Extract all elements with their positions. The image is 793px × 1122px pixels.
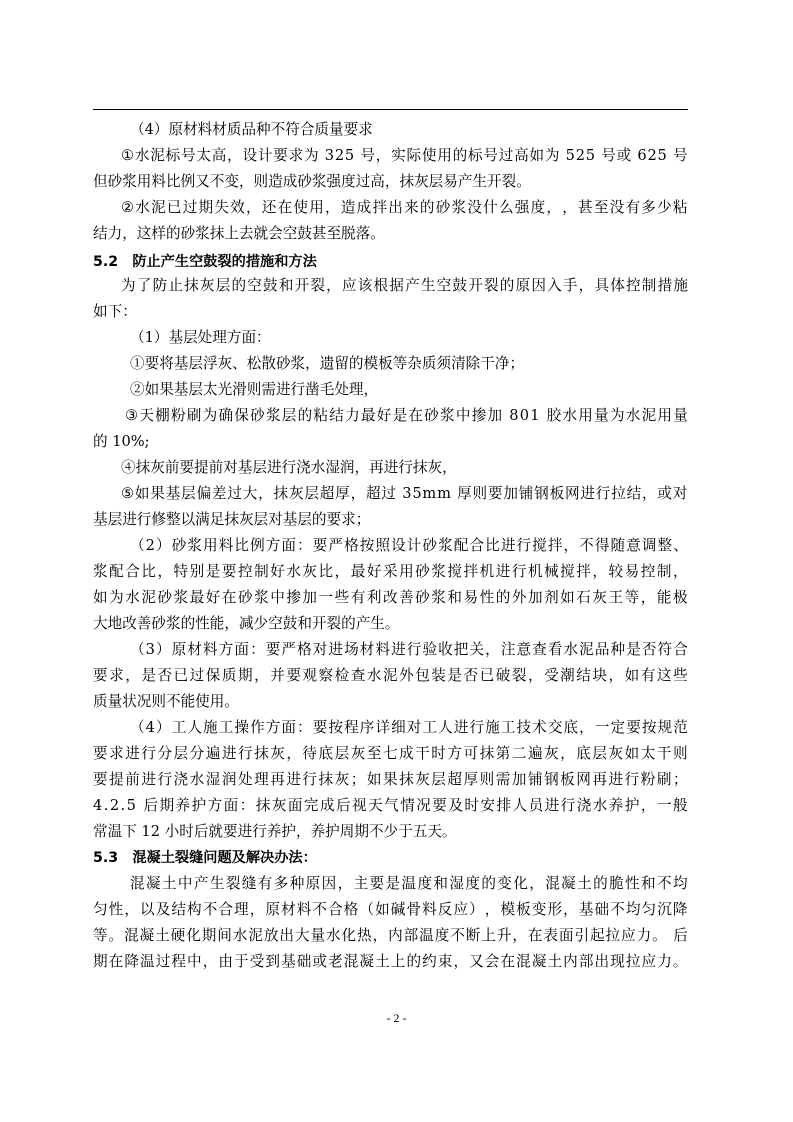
text-line: ⑤ 如 果 基 层 偏 差 过 大 ， 抹 灰 层 超 厚 ， 超 过 3 5 m m 厚 则 要 加 铺 钢 板 网 进 行 拉 结 ， 或 对 xyxy=(121,485,688,502)
text-line: ② 水 泥 已 过 期 失 效 ， 还 在 使 用 ， 造 成 拌 出 来 的 砂 浆 没 什 么 强 度 ， ， 甚 至 没 有 多 少 粘 xyxy=(121,199,688,216)
text-line: 为 了 防 止 抹 灰 层 的 空 鼓 和 开 裂 ， 应 该 根 据 产 生 空 鼓 开 裂 的 原 因 入 手 ， 具 体 控 制 措 施 xyxy=(121,277,688,294)
text-line: 常温下 12 小时后就要进行养护，养护周期不少于五天。 xyxy=(93,823,457,840)
text-line: 4 . 2 . 5 后 期 养 护 方 面 ： 抹 灰 面 完 成 后 视 天 气 情 况 要 及 时 安 排 人 员 进 行 浇 水 养 护 ， 一 般 xyxy=(93,797,688,814)
section-heading: 5.3 混凝土裂缝问题及解决办法： xyxy=(93,850,317,866)
text-line: 期 在 降 温 过 程 中 ， 由 于 受 到 基 础 或 老 混 凝 土 上 的 约 束 ， 又 会 在 混 凝 土 内 部 出 现 拉 应 力 。 xyxy=(93,953,688,970)
text-line: 如 为 水 泥 砂 浆 最 好 在 砂 浆 中 掺 加 一 些 有 利 改 善 砂 浆 和 易 性 的 外 加 剂 如 石 灰 王 等 ， 能 极 xyxy=(93,589,688,606)
text-line: 要 求 进 行 分 层 分 遍 进 行 抹 灰 ， 待 底 层 灰 至 七 成 干 时 方 可 抹 第 二 遍 灰 ， 底 层 灰 如 太 干 则 xyxy=(93,745,688,762)
text-line: ③ 天 棚 粉 刷 为 确 保 砂 浆 层 的 粘 结 力 最 好 是 在 砂 浆 中 掺 加 8 0 1 胶 水 用 量 为 水 泥 用 量 xyxy=(125,407,688,424)
text-line: 基层进行修整以满足抹灰层对基层的要求； xyxy=(93,511,371,528)
text-line: 质量状况则不能使用。 xyxy=(93,693,239,710)
text-line: 混 凝 土 中 产 生 裂 缝 有 多 种 原 因 ， 主 要 是 温 度 和 湿 度 的 变 化 ， 混 凝 土 的 脆 性 和 不 均 xyxy=(130,875,688,892)
text-line: 匀 性 ， 以 及 结 构 不 合 理 ， 原 材 料 不 合 格 （ 如 碱 骨 料 反 应 ） ， 模 板 变 形 ， 基 础 不 均 匀 沉 降 xyxy=(93,901,688,918)
text-line: 等 。 混 凝 土 硬 化 期 间 水 泥 放 出 大 量 水 化 热 ， 内 部 温 度 不 断 上 升 ， 在 表 面 引 起 拉 应 力 。 后 xyxy=(93,927,688,944)
text-line: 如下： xyxy=(93,303,137,320)
text-line: 大地改善砂浆的性能，减少空鼓和开裂的产生。 xyxy=(93,615,400,632)
text-line: ① 水 泥 标 号 太 高 ， 设 计 要 求 为 3 2 5 号 ， 实 际 使 用 的 标 号 过 高 如 为 5 2 5 号 或 6 2 5 号 xyxy=(121,147,688,164)
text-line: ②如果基层太光滑则需进行凿毛处理， xyxy=(130,381,379,398)
section-heading: 5.2 防止产生空鼓裂的措施和方法 xyxy=(93,254,317,270)
text-line: （ 3 ） 原 材 料 方 面 ： 要 严 格 对 进 场 材 料 进 行 验 收 把 关 ， 注 意 查 看 水 泥 品 种 是 否 符 合 xyxy=(130,641,688,658)
text-line: 要 求 ， 是 否 已 过 保 质 期 ， 并 要 观 察 检 查 水 泥 外 包 装 是 否 已 破 裂 ， 受 潮 结 块 ， 如 有 这 些 xyxy=(93,667,688,684)
text-line: 的 10%; xyxy=(93,433,150,450)
page-number: - 2 - xyxy=(386,1011,407,1025)
text-line: 要 提 前 进 行 浇 水 湿 润 处 理 再 进 行 抹 灰 ； 如 果 抹 灰 层 超 厚 则 需 加 铺 钢 板 网 再 进 行 粉 刷 ； xyxy=(93,771,688,788)
text-line: （ 4 ） 工 人 施 工 操 作 方 面 ： 要 按 程 序 详 细 对 工 人 进 行 施 工 技 术 交 底 ， 一 定 要 按 规 范 xyxy=(130,719,688,736)
text-line: （ 2 ） 砂 浆 用 料 比 例 方 面 ： 要 严 格 按 照 设 计 砂 浆 配 合 比 进 行 搅 拌 ， 不 得 随 意 调 整 、 xyxy=(130,537,688,554)
text-line: 浆 配 合 比 ， 特 别 是 要 控 制 好 水 灰 比 ， 最 好 采 用 砂 浆 搅 拌 机 进 行 机 械 搅 拌 ， 较 易 控 制 ， xyxy=(93,563,688,580)
text-line: 但砂浆用料比例又不变，则造成砂浆强度过高，抹灰层易产生开裂。 xyxy=(93,173,531,190)
text-line: ①要将基层浮灰、松散砂浆，遗留的模板等杂质须清除干净； xyxy=(130,355,525,372)
text-line: 结力，这样的砂浆抹上去就会空鼓甚至脱落。 xyxy=(93,225,385,242)
text-line: （1）基层处理方面： xyxy=(130,329,271,346)
header-rule xyxy=(93,109,688,110)
text-line: ④抹灰前要提前对基层进行浇水湿润，再进行抹灰， xyxy=(121,459,457,476)
text-line: （4）原材料材质品种不符合质量要求 xyxy=(130,121,373,138)
